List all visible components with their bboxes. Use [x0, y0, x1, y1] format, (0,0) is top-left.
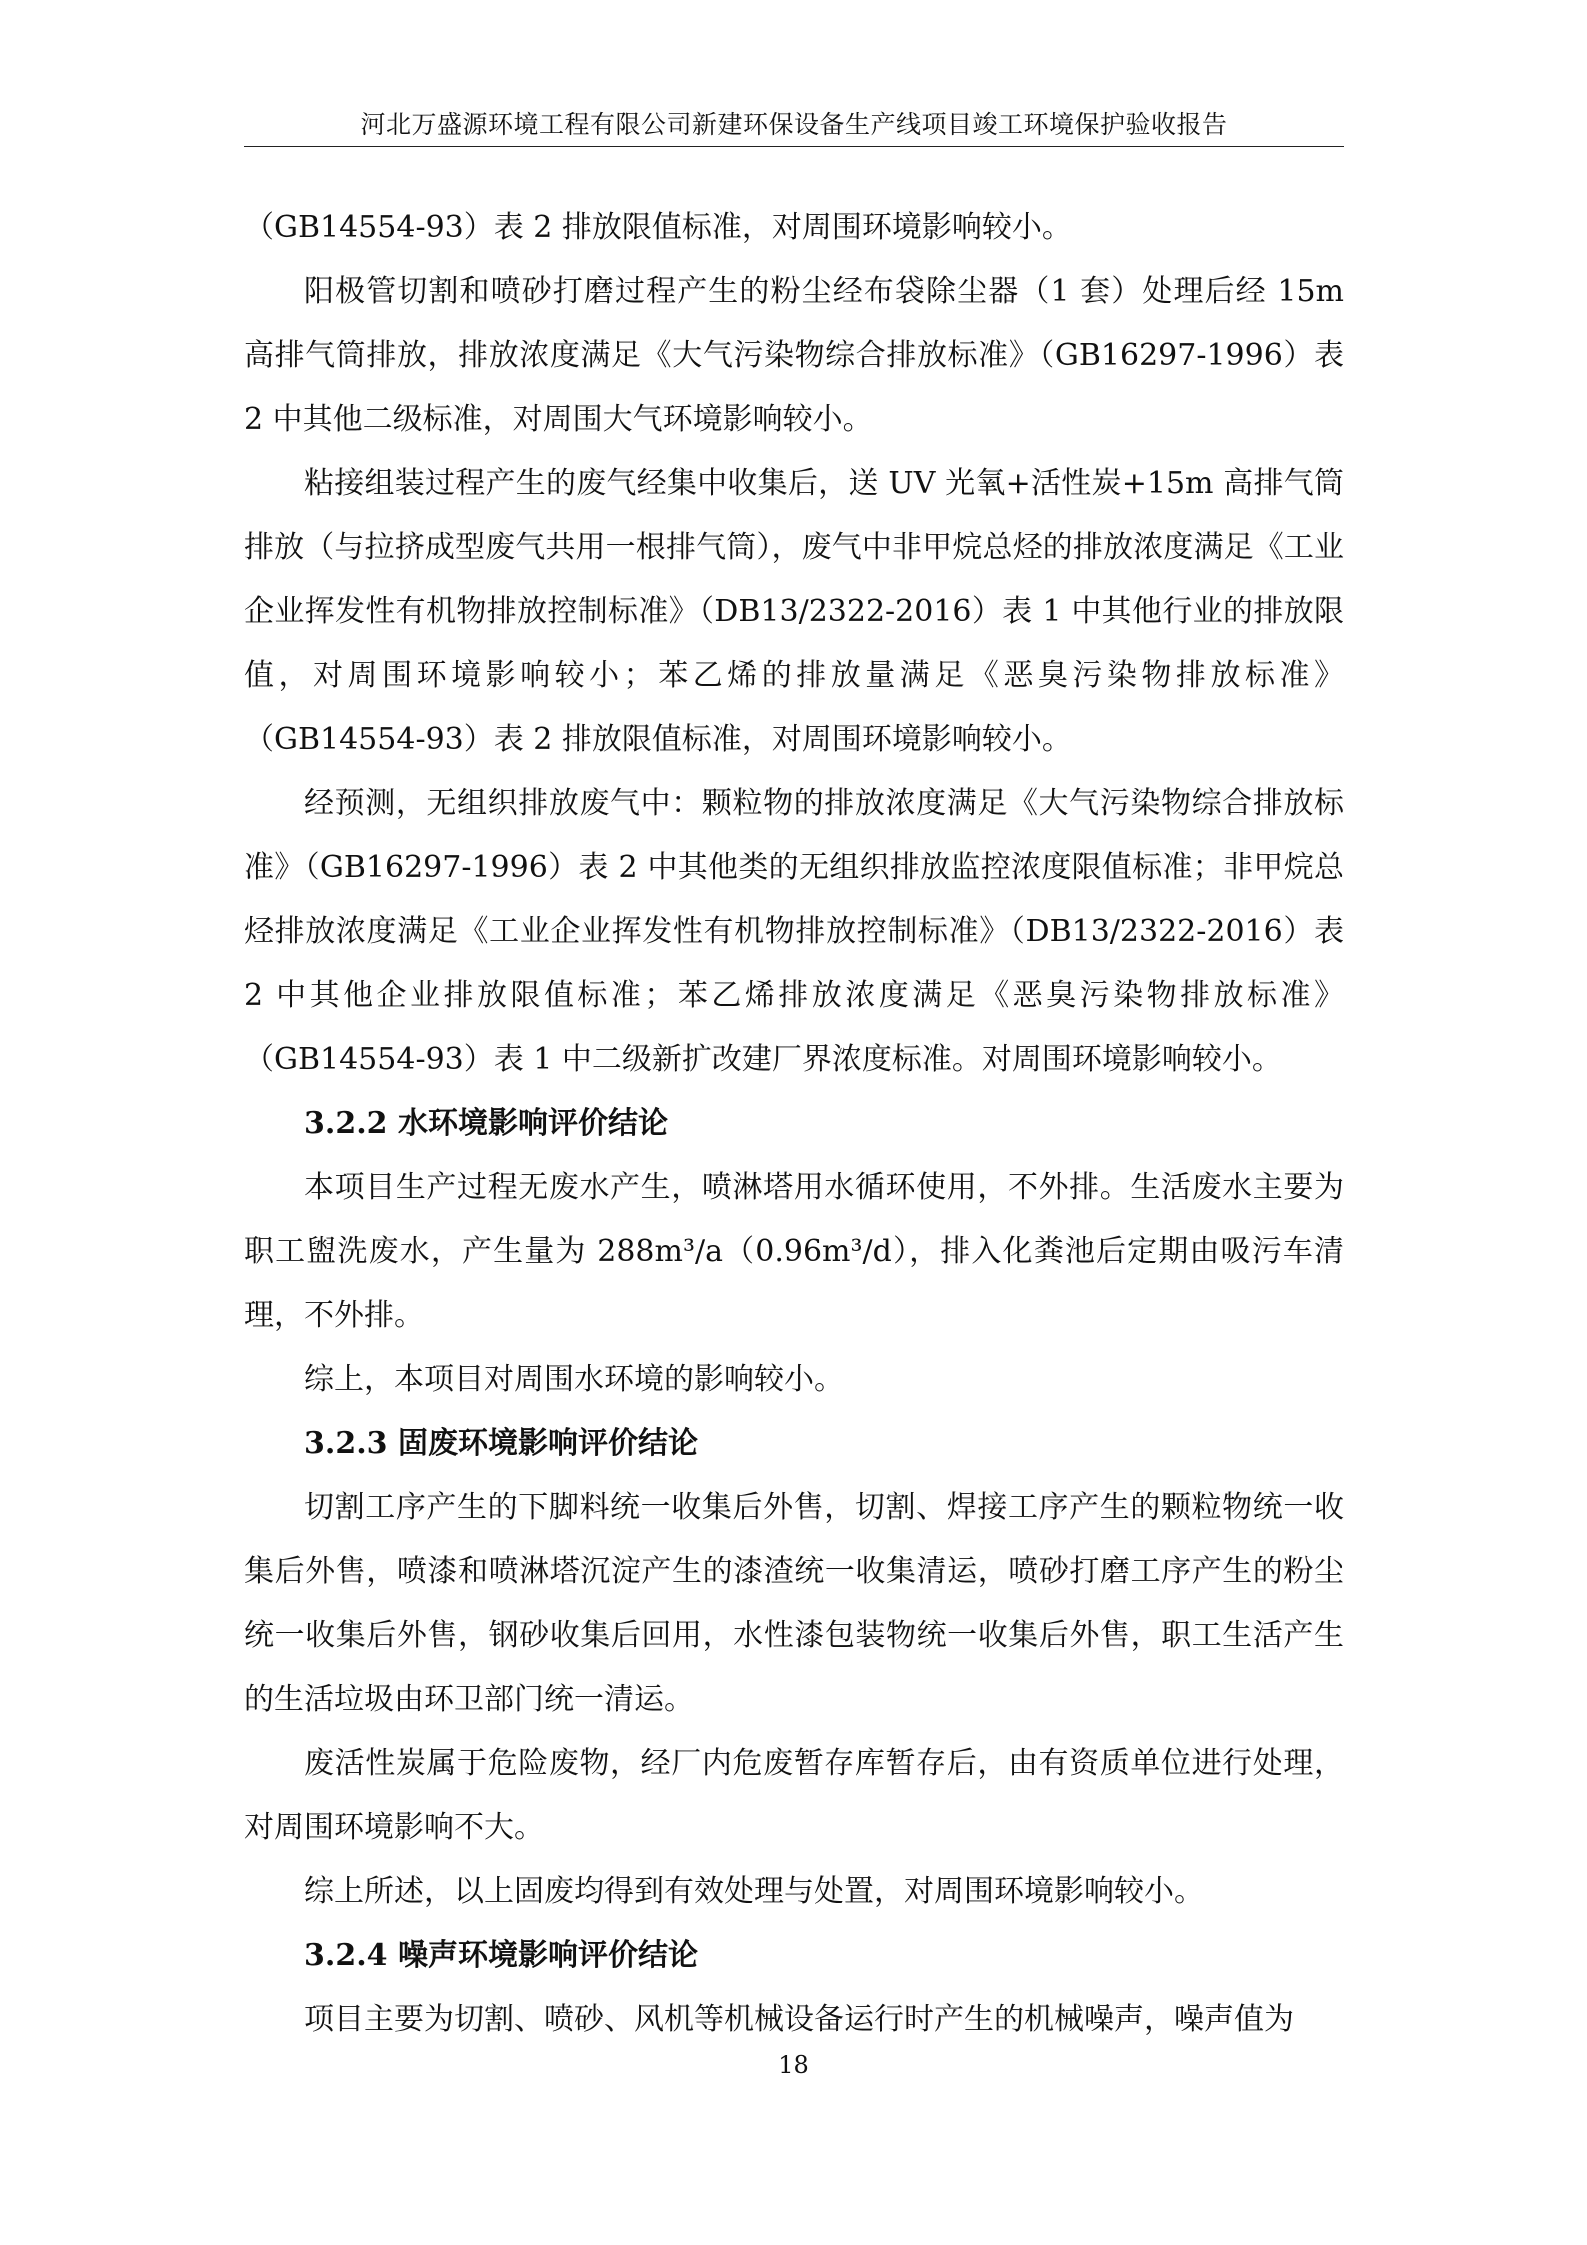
paragraph: 废活性炭属于危险废物，经厂内危废暂存库暂存后，由有资质单位进行处理，对周围环境影响不大。: [244, 1746, 1344, 1845]
paragraph: 项目主要为切割、喷砂、风机等机械设备运行时产生的机械噪声，噪声值为: [304, 2002, 1294, 2037]
paragraph: 切割工序产生的下脚料统一收集后外售，切割、焊接工序产生的颗粒物统一收集后外售，喷漆和喷淋塔沉淀产生的漆渣统一收集清运，喷砂打磨工序产生的粉尘统一收集后外售，钢砂收集后回用，水性漆包装物统一收集后外售，职工生活产生的生活垃圾由环卫部门统一清运。: [244, 1490, 1344, 1717]
paragraph: 本项目生产过程无废水产生，喷淋塔用水循环使用，不外排。生活废水主要为职工盥洗废水，产生量为 288m³/a（0.96m³/d），排入化粪池后定期由吸污车清理，不外排。: [244, 1170, 1344, 1333]
paragraph: 粘接组装过程产生的废气经集中收集后，送 UV 光氧+活性炭+15m 高排气筒排放（与拉挤成型废气共用一根排气筒），废气中非甲烷总烃的排放浓度满足《工业企业挥发性有机物排放控制标准》（DB13/2322-2016）表 1 中其他行业的排放限值，对周围环境影响较小；苯乙烯的排放量满足《恶臭污染物排放标准》（GB14554-93）表 2 排放限值标准，对周围环境影响较小。: [244, 466, 1344, 757]
running-header: 河北万盛源环境工程有限公司新建环保设备生产线项目竣工环境保护验收报告: [360, 110, 1228, 139]
paragraph: 综上，本项目对周围水环境的影响较小。: [304, 1362, 844, 1397]
body-text: [244, 196, 1344, 2052]
section-heading-3-2-2: 3.2.2 水环境影响评价结论: [304, 1106, 668, 1141]
paragraph: （GB14554-93）表 2 排放限值标准，对周围环境影响较小。: [244, 210, 1072, 245]
section-heading-3-2-4: 3.2.4 噪声环境影响评价结论: [304, 1938, 698, 1973]
section-heading-3-2-3: 3.2.3 固废环境影响评价结论: [304, 1426, 698, 1461]
page-number: 18: [778, 2051, 809, 2079]
paragraph: 综上所述，以上固废均得到有效处理与处置，对周围环境影响较小。: [304, 1874, 1204, 1909]
paragraph: 经预测，无组织排放废气中：颗粒物的排放浓度满足《大气污染物综合排放标准》（GB16297-1996）表 2 中其他类的无组织排放监控浓度限值标准；非甲烷总烃排放浓度满足《工业企业挥发性有机物排放控制标准》（DB13/2322-2016）表 2 中其他企业排放限值标准；苯乙烯排放浓度满足《恶臭污染物排放标准》（GB14554-93）表 1 中二级新扩改建厂界浓度标准。对周围环境影响较小。: [244, 786, 1344, 1077]
paragraph: 阳极管切割和喷砂打磨过程产生的粉尘经布袋除尘器（1 套）处理后经 15m 高排气筒排放，排放浓度满足《大气污染物综合排放标准》（GB16297-1996）表 2 中其他二级标准，对周围大气环境影响较小。: [244, 274, 1344, 437]
header-divider: [244, 146, 1344, 147]
